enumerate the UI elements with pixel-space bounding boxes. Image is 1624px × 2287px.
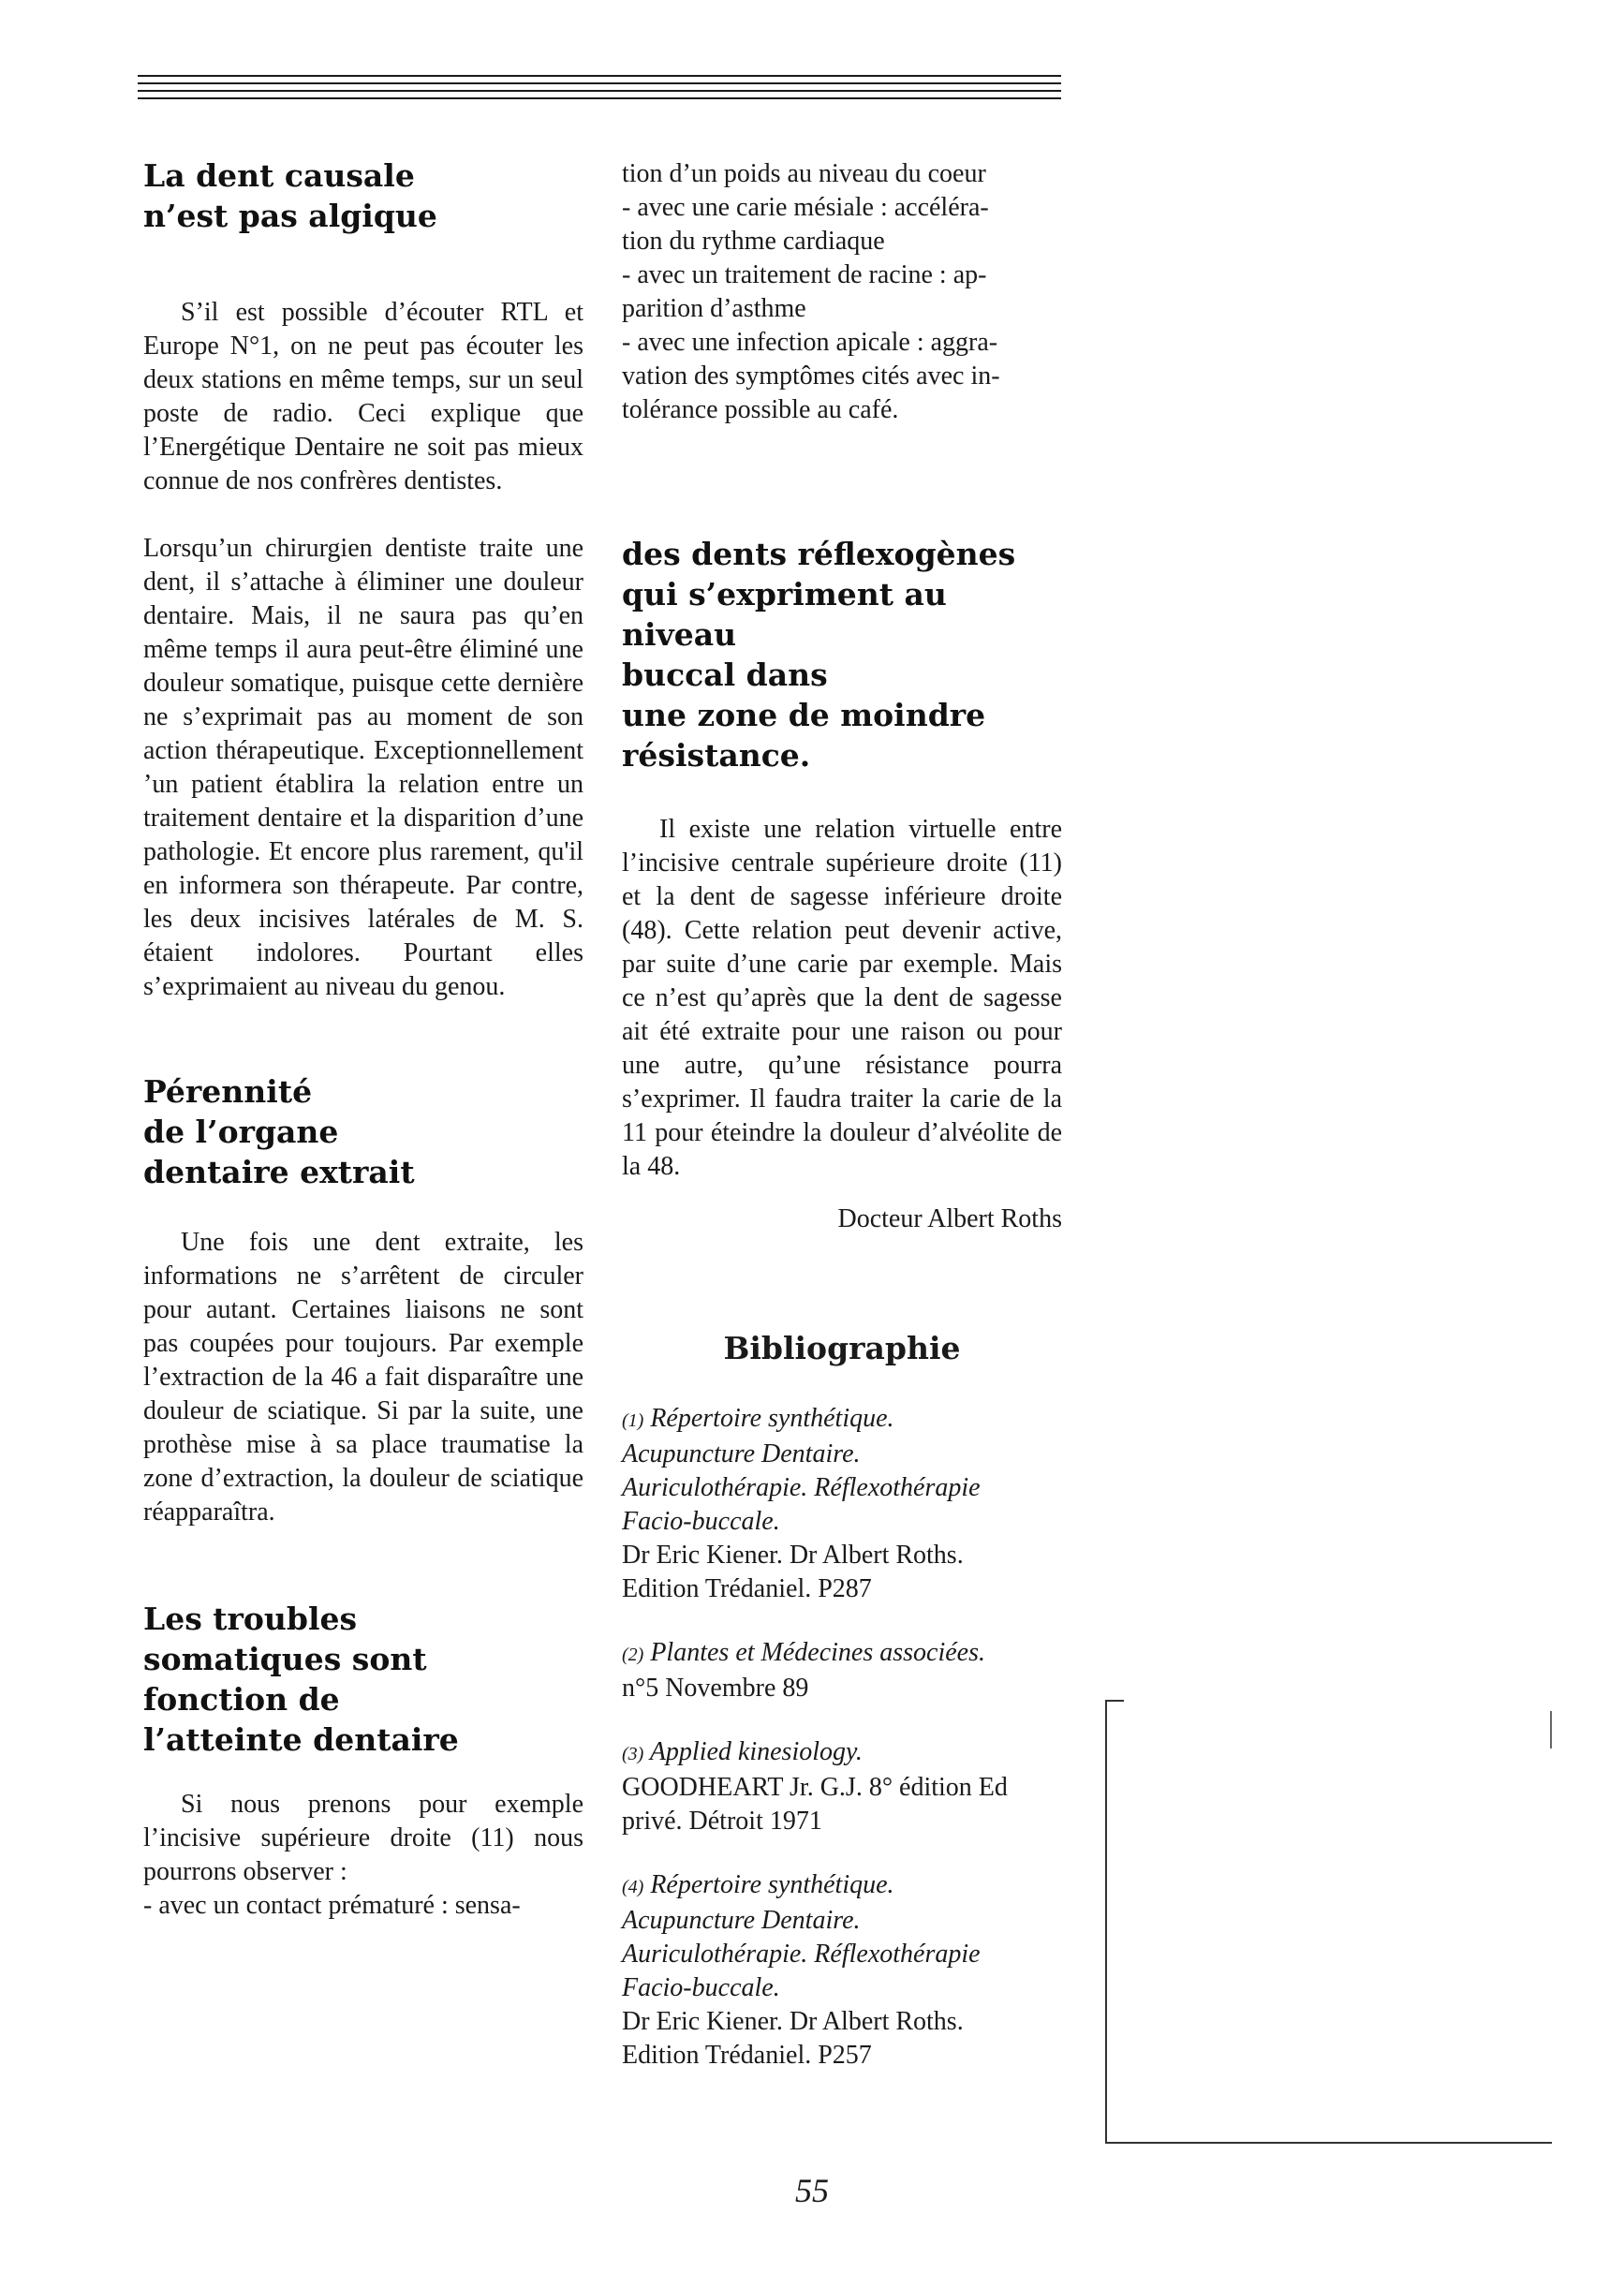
- bib-detail: Edition Trédaniel. P257: [622, 2041, 872, 2070]
- heading-perennite: [143, 1071, 583, 1192]
- bib-title: Auriculothérapie. Réflexothérapie: [622, 1473, 981, 1502]
- paragraph-extraction: Une fois une dent extraite, les informations ne s’arrêtent de circuler pour autant. Certaines liaisons ne sont pas coupées pour toujours. Par exemple l’extraction de la 46 a fait disparaître une douleur de sciatique. Si par la suite, une prothèse mise à sa place traumatise la zone d’extraction, la douleur de sciatique réapparaîtra.: [143, 1228, 583, 1527]
- bib-title: Facio-buccale.: [622, 1507, 780, 1536]
- bibliography-entry: [622, 1402, 1062, 1606]
- heading-line: Pérennité: [143, 1073, 313, 1110]
- bibliography-entry: [622, 1735, 1062, 1838]
- bib-title: Acupuncture Dentaire.: [622, 1439, 861, 1468]
- bibliography-entry: [622, 1868, 1062, 2073]
- heading-line: de l’organe: [143, 1114, 339, 1150]
- heading-line: Les troubles: [143, 1601, 358, 1637]
- paragraph-radio: S’il est possible d’écouter RTL et Europe N°1, on ne peut pas écouter les deux stations en même temps, sur un seul poste de radio. Ceci explique que l’Energétique Dentaire ne soit pas mieux connue de nos confrères dentistes.: [143, 298, 583, 495]
- list-line: tolérance possible au café.: [622, 395, 899, 424]
- heading-dents-reflexogenes: [622, 534, 1062, 775]
- bib-number: (1): [622, 1410, 644, 1431]
- bib-number: (3): [622, 1744, 644, 1764]
- continued-list: [622, 157, 1062, 427]
- bib-detail: GOODHEART Jr. G.J. 8° édition Ed: [622, 1773, 1008, 1802]
- bib-title: Répertoire synthétique.: [650, 1870, 894, 1899]
- paragraph-relation: Il existe une relation virtuelle entre l’incisive centrale supérieure droite (11) et la dent de sagesse inférieure droite (48). Cette relation peut devenir active, par suite d’une carie par exemple. Mais ce n’est qu’après que la dent de sagesse ait été extraite pour une raison ou pour une autre, qu’une résistance pourra s’exprimer. Il faudra traiter la carie de la 11 pour éteindre la douleur d’alvéolite de la 48.: [622, 815, 1062, 1181]
- heading-line: buccal dans: [622, 657, 828, 693]
- heading-line: une zone de moindre: [622, 697, 986, 733]
- bib-detail: n°5 Novembre 89: [622, 1674, 809, 1703]
- frame-tick: [1550, 1711, 1552, 1748]
- heading-line: somatiques sont: [143, 1641, 427, 1677]
- heading-line: l’atteinte dentaire: [143, 1721, 459, 1758]
- bib-number: (2): [622, 1645, 644, 1665]
- bib-title: Auriculothérapie. Réflexothérapie: [622, 1940, 981, 1969]
- list-line: - avec une infection apicale : aggra-: [622, 328, 998, 357]
- paragraph-chirurgien: Lorsqu’un chirurgien dentiste traite une dent, il s’attache à éliminer une douleur dentaire. Mais, il ne saura pas qu’en même temps il aura peut-être éliminé une douleur somatique, puisque cette dernière ne s’exprimait pas au moment de son action thérapeutique. Exceptionnellement ’un patient établira la relation entre un traitement dentaire et la disparition d’une pathologie. Et encore plus rarement, qu'il en informera son thérapeute. Par contre, les deux incisives latérales de M. S. étaient indolores. Pourtant elles s’exprimaient au niveau du genou.: [143, 534, 583, 1001]
- heading-line: n’est pas algique: [143, 198, 437, 234]
- heading-line: qui s’expriment au niveau: [622, 576, 947, 653]
- list-line: parition d’asthme: [622, 294, 806, 323]
- bib-title: Acupuncture Dentaire.: [622, 1906, 861, 1935]
- heading-line: dentaire extrait: [143, 1154, 415, 1190]
- empty-frame: [1105, 1700, 1552, 2144]
- paragraph-exemple: Si nous prenons pour exemple l’incisive supérieure droite (11) nous pourrons observer :: [143, 1790, 583, 1886]
- list-line: - avec une carie mésiale : accéléra-: [622, 193, 989, 222]
- bib-title: Répertoire synthétique.: [650, 1404, 894, 1433]
- list-line: tion du rythme cardiaque: [622, 227, 885, 256]
- page-number: 55: [795, 2172, 829, 2209]
- signature: Docteur Albert Roths: [837, 1204, 1062, 1233]
- list-line: tion d’un poids au niveau du coeur: [622, 159, 986, 188]
- heading-line: fonction de: [143, 1681, 340, 1718]
- list-line: vation des symptômes cités avec in-: [622, 361, 1000, 391]
- bib-detail: Edition Trédaniel. P287: [622, 1574, 872, 1603]
- left-column: [143, 0, 583, 1923]
- right-column: [622, 0, 1062, 2073]
- bib-title: Applied kinesiology.: [649, 1737, 863, 1766]
- heading-dent-causale: [143, 155, 583, 236]
- bibliography-title: Bibliographie: [723, 1330, 961, 1366]
- heading-line: résistance.: [622, 737, 811, 774]
- bib-title: Plantes et Médecines associées.: [650, 1638, 985, 1667]
- bib-detail: privé. Détroit 1971: [622, 1807, 822, 1836]
- paragraph-exemple-continued: - avec un contact prématuré : sensa-: [143, 1891, 521, 1920]
- bib-number: (4): [622, 1877, 644, 1897]
- bib-detail: Dr Eric Kiener. Dr Albert Roths.: [622, 2007, 964, 2036]
- heading-line: des dents réflexogènes: [622, 536, 1016, 572]
- heading-troubles: [143, 1599, 583, 1760]
- bib-detail: Dr Eric Kiener. Dr Albert Roths.: [622, 1541, 964, 1570]
- bibliography-entry: [622, 1636, 1062, 1705]
- heading-line: La dent causale: [143, 157, 415, 194]
- list-line: - avec un traitement de racine : ap-: [622, 260, 987, 289]
- frame-tick: [1107, 1700, 1124, 1702]
- bib-title: Facio-buccale.: [622, 1973, 780, 2002]
